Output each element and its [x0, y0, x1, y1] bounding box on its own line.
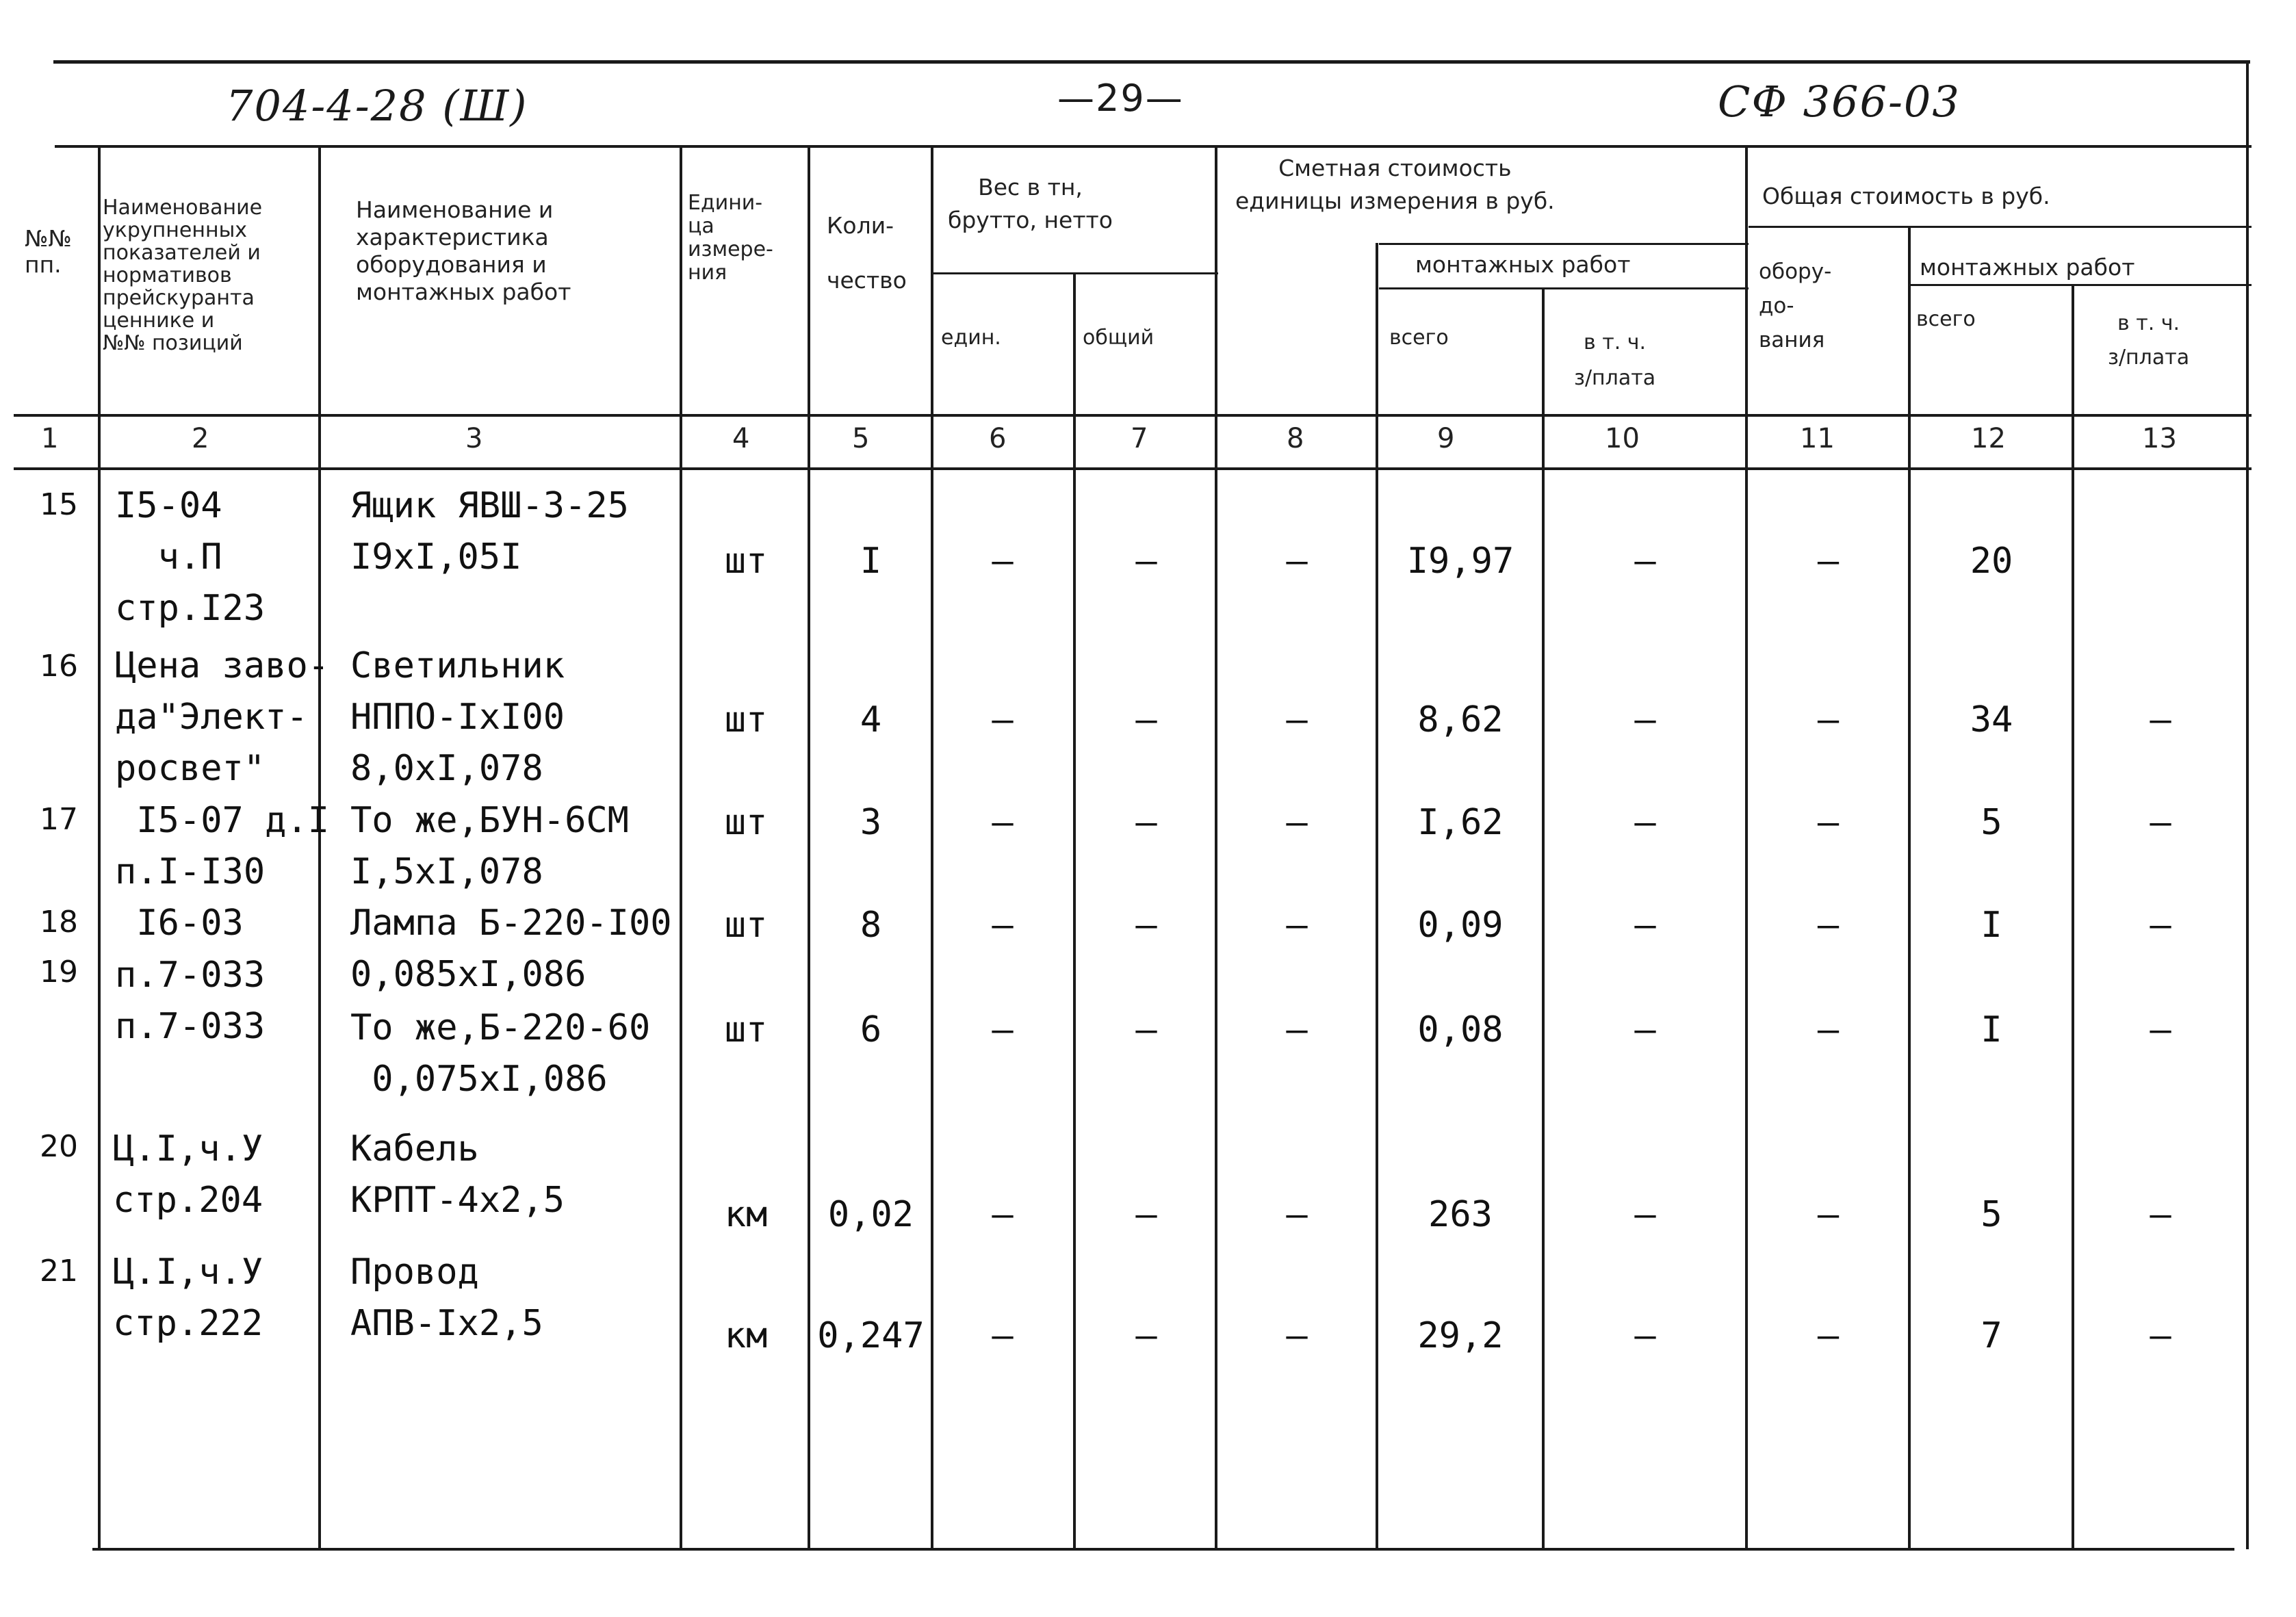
row-unit: шт — [724, 905, 768, 946]
col-line-3 — [680, 145, 682, 1549]
row-unit: шт — [724, 699, 768, 740]
row-qty: 8 — [860, 905, 882, 946]
row-unit-montage-total: 0,09 — [1417, 905, 1504, 946]
row-weight-unit: – — [992, 1194, 1014, 1235]
row-code: Ц.I,ч.У стр.204 — [113, 1128, 263, 1221]
row-name: Светильник НППО-IxI00 8,0xI,078 — [350, 645, 565, 789]
row-weight-total: – — [1135, 699, 1157, 740]
col-line-4 — [808, 145, 810, 1549]
column-numbers-bottom — [14, 467, 2252, 470]
row-name: Лампа Б-220-I00 0,085xI,086 — [350, 903, 672, 995]
document-code-left: 704-4-28 (Ш) — [226, 81, 528, 131]
row-weight-total: – — [1135, 905, 1157, 946]
row-weight-unit: – — [992, 1009, 1014, 1050]
row-equipment-cost: – — [1817, 541, 1840, 582]
row-weight-unit: – — [992, 699, 1014, 740]
col-line-7 — [1215, 145, 1217, 1549]
unit-montage-group-header: монтажных работ — [1415, 251, 1631, 278]
column-number-12: 12 — [1971, 423, 2006, 454]
table-bottom-border — [92, 1548, 2234, 1551]
col3-header: Наименование и характеристика оборудования и монтажных работ — [356, 196, 571, 305]
row-equipment-cost: – — [1817, 1194, 1840, 1235]
row-name: Кабель КРПТ-4x2,5 — [350, 1128, 565, 1221]
total-cost-group-header: Общая стоимость в руб. — [1762, 183, 2050, 209]
col-line-1 — [98, 145, 101, 1549]
row-montage-wage: – — [2150, 802, 2171, 843]
row-unit-montage-total: 0,08 — [1417, 1009, 1504, 1050]
row-qty: 0,247 — [817, 1315, 925, 1356]
row-equipment-cost: – — [1817, 1315, 1840, 1356]
row-number: 16 — [40, 649, 78, 684]
row-montage-total: 5 — [1981, 802, 2002, 843]
row-unit: км — [724, 1194, 768, 1235]
row-montage-total: 20 — [1970, 541, 2013, 582]
row-equipment-cost: – — [1817, 905, 1840, 946]
col6-header: един. — [941, 326, 1001, 350]
row-weight-total: – — [1135, 541, 1157, 582]
row-montage-total: 34 — [1970, 699, 2013, 740]
col11-header: обору- до- вания — [1759, 259, 1832, 352]
row-unit-montage-total: 29,2 — [1417, 1315, 1504, 1356]
column-number-7: 7 — [1131, 423, 1148, 454]
row-unit-montage-total: 8,62 — [1417, 699, 1504, 740]
row-unit-cost: – — [1286, 905, 1308, 946]
row-unit-montage-total: I9,97 — [1406, 541, 1514, 582]
row-name: Ящик ЯВШ-3-25 I9xI,05I — [350, 485, 629, 578]
row-unit-montage-wage: – — [1634, 802, 1656, 843]
row-name: Провод АПВ-Ix2,5 — [350, 1252, 543, 1344]
column-number-2: 2 — [192, 423, 209, 454]
row-weight-unit: – — [992, 1315, 1014, 1356]
row-weight-unit: – — [992, 905, 1014, 946]
row-weight-total: – — [1135, 1009, 1157, 1050]
weight-group-header: Вес в тн, брутто, нетто — [948, 174, 1113, 233]
row-montage-wage: – — [2150, 1315, 2171, 1356]
table-right-border — [2246, 60, 2249, 1549]
row-unit-cost: – — [1286, 802, 1308, 843]
row-unit-cost: – — [1286, 1194, 1308, 1235]
row-equipment-cost: – — [1817, 1009, 1840, 1050]
total-montage-group-header: монтажных работ — [1920, 254, 2135, 281]
header-divider-montage-unit — [1379, 287, 1749, 289]
row-qty: 3 — [860, 802, 882, 843]
row-number: 18 — [40, 905, 78, 940]
column-number-9: 9 — [1437, 423, 1455, 454]
row-montage-total: I — [1981, 1009, 2002, 1050]
row-unit-montage-wage: – — [1634, 905, 1656, 946]
header-divider-cost-unit — [1379, 243, 1749, 245]
col-line-12 — [2072, 284, 2074, 1549]
row-number: 21 — [40, 1254, 78, 1289]
row-montage-wage: – — [2150, 905, 2171, 946]
col12-header: всего — [1916, 307, 1976, 331]
row-name: То же,БУН-6СМ I,5xI,078 — [350, 800, 629, 892]
column-number-3: 3 — [465, 423, 483, 454]
row-montage-wage: – — [2150, 699, 2171, 740]
col-line-8 — [1376, 243, 1378, 1549]
row-weight-total: – — [1135, 1315, 1157, 1356]
row-qty: 0,02 — [827, 1194, 914, 1235]
row-code: Ц.I,ч.У стр.222 — [113, 1252, 263, 1344]
row-qty: 4 — [860, 699, 882, 740]
row-weight-total: – — [1135, 802, 1157, 843]
col13-header: в т. ч. з/плата — [2108, 311, 2190, 370]
row-unit-montage-wage: – — [1634, 541, 1656, 582]
col-line-11 — [1908, 226, 1911, 1549]
top-rule — [53, 60, 2250, 64]
row-montage-wage: – — [2150, 1194, 2171, 1235]
row-unit: шт — [724, 541, 768, 582]
row-unit: шт — [724, 802, 768, 843]
row-unit: км — [724, 1315, 768, 1356]
row-unit-montage-wage: – — [1634, 1194, 1656, 1235]
row-code: I6-03 — [115, 903, 244, 944]
column-number-10: 10 — [1605, 423, 1640, 454]
row-qty: 6 — [860, 1009, 882, 1050]
row-weight-total: – — [1135, 1194, 1157, 1235]
row-name: То же,Б-220-60 0,075xI,086 — [350, 1007, 651, 1100]
row-unit-montage-wage: – — [1634, 699, 1656, 740]
column-numbers-top — [14, 414, 2252, 417]
col1-header: №№ пп. — [25, 225, 72, 278]
col7-header: общий — [1083, 326, 1155, 350]
table-top-border — [55, 145, 2252, 148]
row-qty: I — [860, 541, 882, 582]
column-number-11: 11 — [1800, 423, 1835, 454]
col9-header: всего — [1389, 326, 1449, 350]
column-number-5: 5 — [852, 423, 870, 454]
row-unit-cost: – — [1286, 1315, 1308, 1356]
col4-header: Едини- ца измере- ния — [688, 191, 773, 285]
row-weight-unit: – — [992, 541, 1014, 582]
row-montage-total: 7 — [1981, 1315, 2002, 1356]
column-number-6: 6 — [989, 423, 1007, 454]
column-number-1: 1 — [41, 423, 59, 454]
row-equipment-cost: – — [1817, 699, 1840, 740]
row-code: I5-04 ч.П стр.I23 — [115, 485, 266, 629]
row-number: 17 — [40, 802, 78, 837]
row-unit-cost: – — [1286, 699, 1308, 740]
row-unit-cost: – — [1286, 1009, 1308, 1050]
row-code: п.7-033 п.7-033 — [115, 955, 266, 1047]
row-unit-montage-wage: – — [1634, 1009, 1656, 1050]
row-equipment-cost: – — [1817, 802, 1840, 843]
row-number: 20 — [40, 1129, 78, 1164]
column-number-13: 13 — [2142, 423, 2177, 454]
col2-header: Наименование укрупненных показателей и нормативов прейскуранта ценнике и №№ позиций — [103, 196, 263, 355]
header-divider-montage-total — [1909, 284, 2252, 286]
page-number: —29— — [1057, 77, 1184, 120]
col-line-6 — [1073, 272, 1076, 1549]
row-code: I5-07 д.I п.I-I30 — [115, 800, 330, 892]
row-unit: шт — [724, 1009, 768, 1050]
row-montage-wage: – — [2150, 1009, 2171, 1050]
col-line-5 — [931, 145, 933, 1549]
row-unit-montage-total: I,62 — [1417, 802, 1504, 843]
column-number-4: 4 — [732, 423, 750, 454]
row-code: Цена заво- да"Элект- росвет" — [115, 645, 330, 789]
row-montage-total: I — [1981, 905, 2002, 946]
col-line-10 — [1745, 145, 1748, 1549]
row-unit-montage-wage: – — [1634, 1315, 1656, 1356]
row-number: 19 — [40, 955, 78, 989]
row-montage-total: 5 — [1981, 1194, 2002, 1235]
row-unit-cost: – — [1286, 541, 1308, 582]
row-unit-montage-total: 263 — [1428, 1194, 1493, 1235]
column-number-8: 8 — [1287, 423, 1304, 454]
col-line-9 — [1542, 287, 1545, 1549]
col5-header: Коли- чество — [827, 212, 907, 294]
document-code-right: СФ 366-03 — [1718, 77, 1961, 127]
unit-cost-group-header: Сметная стоимость единицы измерения в руб. — [1235, 155, 1555, 214]
row-weight-unit: – — [992, 802, 1014, 843]
header-divider-total — [1749, 226, 2252, 228]
row-number: 15 — [40, 487, 78, 522]
col10-header: в т. ч. з/плата — [1574, 331, 1656, 390]
